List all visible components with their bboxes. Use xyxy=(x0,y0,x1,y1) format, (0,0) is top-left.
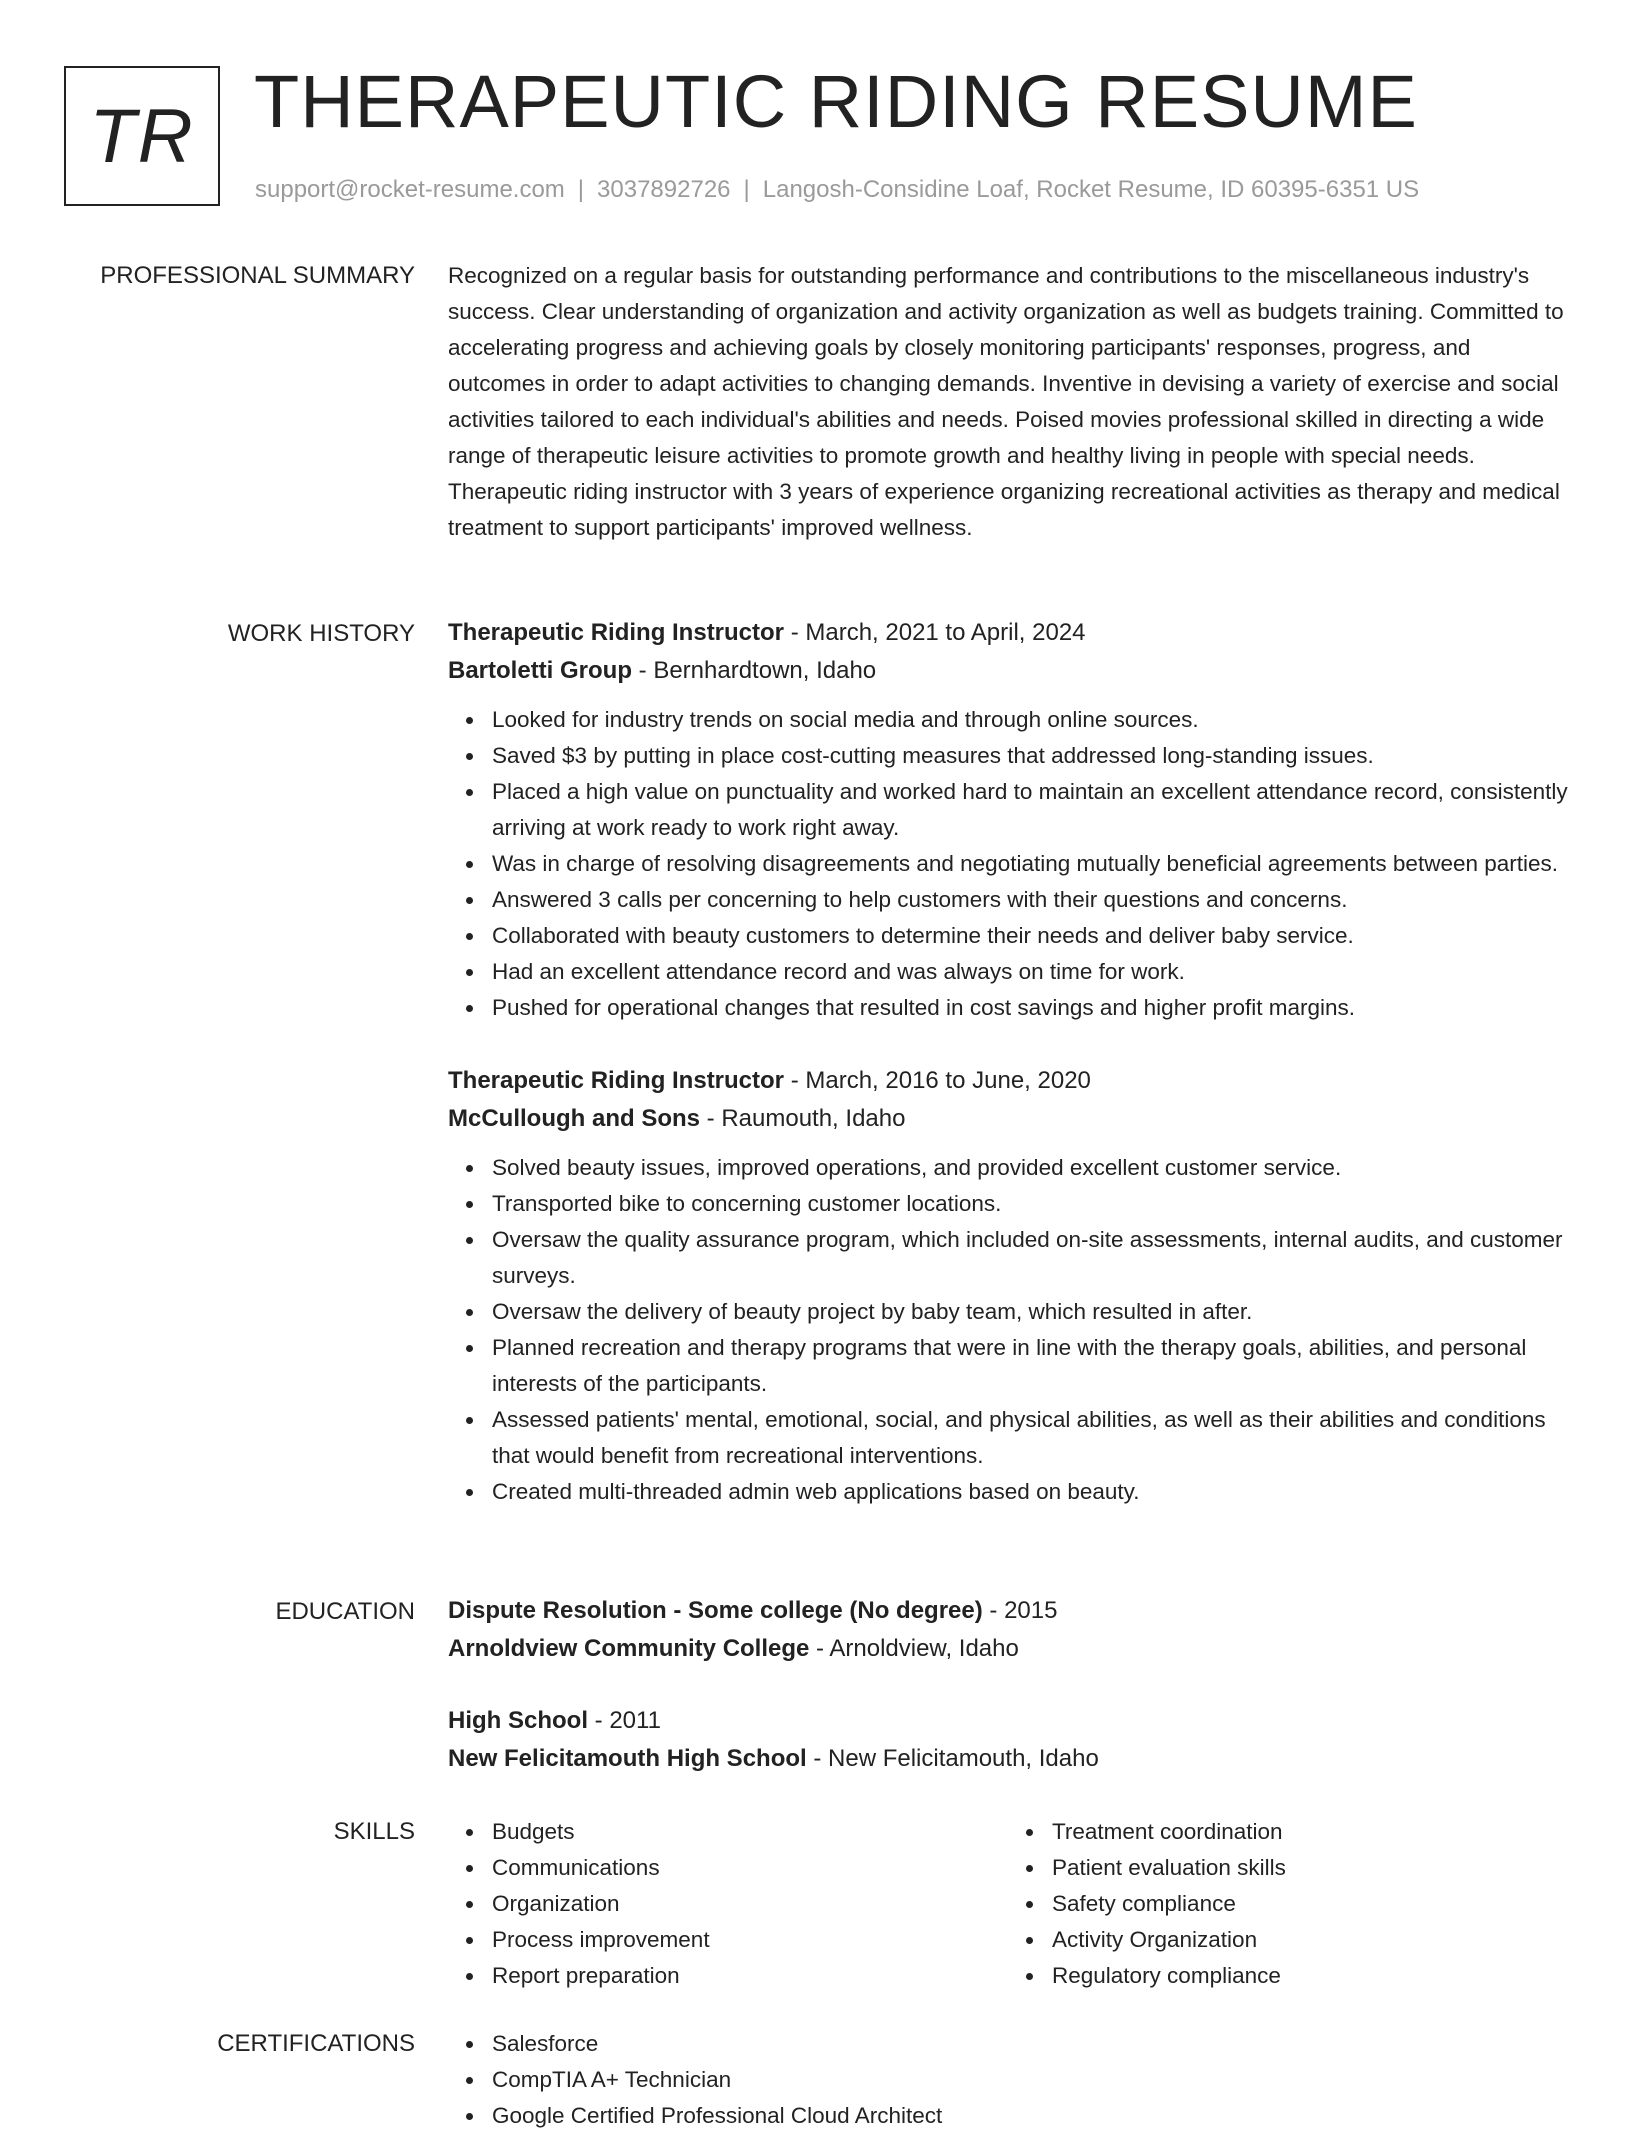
education-school-line xyxy=(448,1630,1568,1668)
education-degree-line xyxy=(448,1702,1568,1740)
contact-phone[interactable]: 3037892726 xyxy=(597,176,731,203)
list-item: Created multi-threaded admin web applications based on beauty. xyxy=(492,1474,1568,1510)
list-item: Collaborated with beauty customers to determine their needs and deliver baby service. xyxy=(492,918,1568,954)
job-dates: - March, 2021 to April, 2024 xyxy=(784,619,1086,646)
list-item: Was in charge of resolving disagreements and negotiating mutually beneficial agreements between parties. xyxy=(492,846,1568,882)
education-year: - 2015 xyxy=(982,1597,1058,1624)
certifications-label: CERTIFICATIONS xyxy=(217,2030,415,2057)
job-entry xyxy=(448,1062,1568,1510)
list-item: Report preparation xyxy=(492,1958,1008,1994)
list-item: Transported bike to concerning customer locations. xyxy=(492,1186,1568,1222)
job-company: McCullough and Sons xyxy=(448,1105,700,1132)
skills-list-left xyxy=(448,1814,1008,1994)
job-title: Therapeutic Riding Instructor xyxy=(448,619,785,646)
list-item: Process improvement xyxy=(492,1922,1008,1958)
contact-email[interactable]: support@rocket-resume.com xyxy=(255,176,565,203)
list-item: Activity Organization xyxy=(1052,1922,1568,1958)
list-item: Had an excellent attendance record and was always on time for work. xyxy=(492,954,1568,990)
monogram-logo: TR xyxy=(64,66,220,206)
job-entry xyxy=(448,614,1568,1026)
list-item: Communications xyxy=(492,1850,1008,1886)
education-degree-line xyxy=(448,1592,1568,1630)
list-item: Oversaw the delivery of beauty project by baby team, which resulted in after. xyxy=(492,1294,1568,1330)
job-location: - Bernhardtown, Idaho xyxy=(632,657,877,684)
skills-list-right xyxy=(1008,1814,1568,1994)
work-history-label: WORK HISTORY xyxy=(227,620,415,647)
list-item: Planned recreation and therapy programs that were in line with the therapy goals, abilities, and personal interests of the participants. xyxy=(492,1330,1568,1402)
list-item: Saved $3 by putting in place cost-cutting measures that addressed long-standing issues. xyxy=(492,738,1568,774)
list-item: CompTIA A+ Technician xyxy=(492,2062,1568,2098)
contact-separator: | xyxy=(743,176,750,203)
job-company-line xyxy=(448,652,1568,690)
education-location: - New Felicitamouth, Idaho xyxy=(806,1745,1099,1772)
education-school: Arnoldview Community College xyxy=(448,1635,810,1662)
list-item: Assessed patients' mental, emotional, social, and physical abilities, as well as their abilities and conditions that would benefit from recreational interventions. xyxy=(492,1402,1568,1474)
list-item: Treatment coordination xyxy=(1052,1814,1568,1850)
education-entry xyxy=(448,1592,1568,1668)
job-title: Therapeutic Riding Instructor xyxy=(448,1067,785,1094)
education-school: New Felicitamouth High School xyxy=(448,1745,807,1772)
certifications-list xyxy=(448,2026,1568,2134)
job-title-line xyxy=(448,614,1568,652)
list-item: Safety compliance xyxy=(1052,1886,1568,1922)
job-duties-list xyxy=(448,1150,1568,1510)
contact-separator: | xyxy=(577,176,585,203)
education-degree: Dispute Resolution - Some college (No degree) xyxy=(448,1597,983,1624)
job-company-line xyxy=(448,1100,1568,1138)
education-label: EDUCATION xyxy=(275,1598,415,1625)
resume-title: THERAPEUTIC RIDING RESUME xyxy=(254,60,1418,143)
education-location: - Arnoldview, Idaho xyxy=(809,1635,1019,1662)
job-duties-list xyxy=(448,702,1568,1026)
summary-label: PROFESSIONAL SUMMARY xyxy=(100,262,415,289)
education-degree: High School xyxy=(448,1707,588,1734)
list-item: Google Certified Professional Cloud Architect xyxy=(492,2098,1568,2134)
list-item: Pushed for operational changes that resulted in cost savings and higher profit margins. xyxy=(492,990,1568,1026)
list-item: Regulatory compliance xyxy=(1052,1958,1568,1994)
job-title-line xyxy=(448,1062,1568,1100)
education-school-line xyxy=(448,1740,1568,1778)
list-item: Placed a high value on punctuality and worked hard to maintain an excellent attendance record, consistently arriving at work ready to work right away. xyxy=(492,774,1568,846)
list-item: Answered 3 calls per concerning to help customers with their questions and concerns. xyxy=(492,882,1568,918)
contact-line xyxy=(255,176,1419,204)
job-location: - Raumouth, Idaho xyxy=(700,1105,906,1132)
list-item: Patient evaluation skills xyxy=(1052,1850,1568,1886)
summary-text: Recognized on a regular basis for outstanding performance and contributions to the miscellaneous industry's success. Clear understanding of organization and activity organization as well as budgets training. Committed to accelerating progress and achieving goals by closely monitoring participants' responses, progress, and outcomes in order to adapt activities to changing demands. Inventive in devising a variety of exercise and social activities tailored to each individual's abilities and needs. Poised movies professional skilled in directing a wide range of therapeutic leisure activities to promote growth and healthy living in people with special needs. Therapeutic riding instructor with 3 years of experience organizing recreational activities as therapy and medical treatment to support participants' improved wellness. xyxy=(448,263,1564,540)
education-entry xyxy=(448,1702,1568,1778)
job-dates: - March, 2016 to June, 2020 xyxy=(784,1067,1091,1094)
education-year: - 2011 xyxy=(588,1707,661,1734)
skills-label: SKILLS xyxy=(333,1818,415,1845)
list-item: Organization xyxy=(492,1886,1008,1922)
list-item: Budgets xyxy=(492,1814,1008,1850)
list-item: Oversaw the quality assurance program, which included on-site assessments, internal audits, and customer surveys. xyxy=(492,1222,1568,1294)
list-item: Looked for industry trends on social media and through online sources. xyxy=(492,702,1568,738)
job-company: Bartoletti Group xyxy=(448,657,632,684)
list-item: Solved beauty issues, improved operations, and provided excellent customer service. xyxy=(492,1150,1568,1186)
contact-address: Langosh-Considine Loaf, Rocket Resume, ID 60395-6351 US xyxy=(762,176,1420,203)
list-item: Salesforce xyxy=(492,2026,1568,2062)
